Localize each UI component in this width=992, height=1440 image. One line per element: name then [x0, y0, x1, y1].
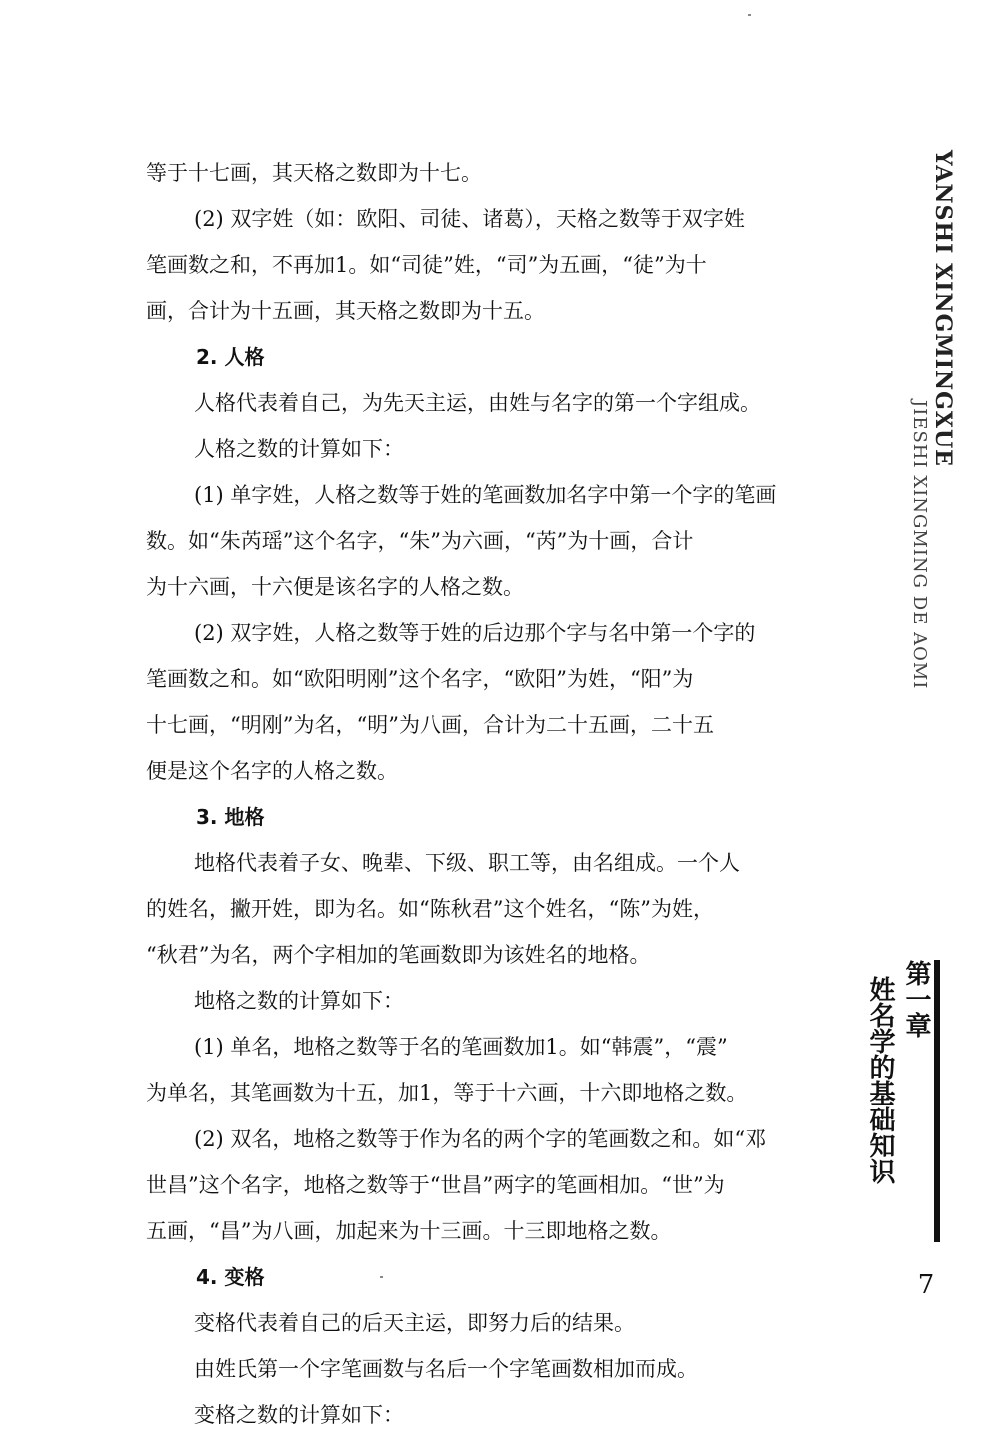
- paragraph-start: 人格之数的计算如下：: [194, 437, 404, 461]
- paragraph-start: (2) 双字姓（如：欧阳、司徒、诸葛），天格之数等于双字姓: [194, 207, 745, 231]
- text-line: 五画，“昌”为八画，加起来为十三画。十三即地格之数。: [146, 1219, 672, 1243]
- paragraph-start: (1) 单字姓，人格之数等于姓的笔画数加名字中第一个字的笔画: [194, 483, 777, 507]
- running-subtitle: JIESHI XINGMING DE AOMI: [909, 400, 930, 690]
- running-title: YANSHI XINGMINGXUE: [930, 150, 956, 467]
- chapter-tab: [865, 960, 934, 1250]
- scan-speck: [748, 14, 751, 16]
- body-text: [146, 152, 850, 1440]
- chapter-title: 姓名学的基础知识: [865, 976, 895, 1184]
- text-line: 的姓名，撇开姓，即为名。如“陈秋君”这个姓名，“陈”为姓，: [146, 897, 714, 921]
- section-heading-renge: 2. 人格: [196, 345, 265, 369]
- section-heading-dige: 3. 地格: [196, 805, 265, 829]
- text-line: 笔画数之和。如“欧阳明刚”这个名字，“欧阳”为姓，“阳”为: [146, 667, 694, 691]
- text-line: 数。如“朱芮瑶”这个名字，“朱”为六画，“芮”为十画，合计: [146, 529, 694, 553]
- text-line: 便是这个名字的人格之数。: [146, 759, 398, 783]
- text-line: 十七画，“明刚”为名，“明”为八画，合计为二十五画，二十五: [146, 713, 714, 737]
- text-line: 世昌”这个名字，地格之数等于“世昌”两字的笔画相加。“世”为: [146, 1173, 725, 1197]
- paragraph-start: 地格之数的计算如下：: [194, 989, 404, 1013]
- chapter-marker-bar: [934, 960, 940, 1242]
- paragraph-start: (2) 双字姓，人格之数等于姓的后边那个字与名中第一个字的: [194, 621, 756, 645]
- text-line: 笔画数之和，不再加1。如“司徒”姓，“司”为五画，“徒”为十: [146, 253, 707, 277]
- paragraph-start: (1) 单名，地格之数等于名的笔画数加1。如“韩震”，“震”: [194, 1035, 728, 1059]
- paragraph-start: (2) 双名，地格之数等于作为名的两个字的笔画数之和。如“邓: [194, 1127, 767, 1151]
- page-number: 7: [917, 1270, 935, 1300]
- section-heading-biange: 4. 变格: [196, 1265, 265, 1289]
- text-line: 为十六画，十六便是该名字的人格之数。: [146, 575, 524, 599]
- chapter-number: 第一章: [901, 960, 931, 1038]
- paragraph-start: 变格之数的计算如下：: [194, 1403, 404, 1427]
- scan-speck: [380, 1276, 383, 1278]
- paragraph-start: 人格代表着自己，为先天主运，由姓与名字的第一个字组成。: [194, 391, 761, 415]
- paragraph-start: 由姓氏第一个字笔画数与名后一个字笔画数相加而成。: [194, 1357, 698, 1381]
- text-line: 等于十七画，其天格之数即为十七。: [146, 161, 482, 185]
- text-line: “秋君”为名，两个字相加的笔画数即为该姓名的地格。: [146, 943, 651, 967]
- text-line: 为单名，其笔画数为十五，加1，等于十六画，十六即地格之数。: [146, 1081, 748, 1105]
- paragraph-start: 变格代表着自己的后天主运，即努力后的结果。: [194, 1311, 635, 1335]
- paragraph-start: 地格代表着子女、晚辈、下级、职工等，由名组成。一个人: [194, 851, 740, 875]
- text-line: 画，合计为十五画，其天格之数即为十五。: [146, 299, 545, 323]
